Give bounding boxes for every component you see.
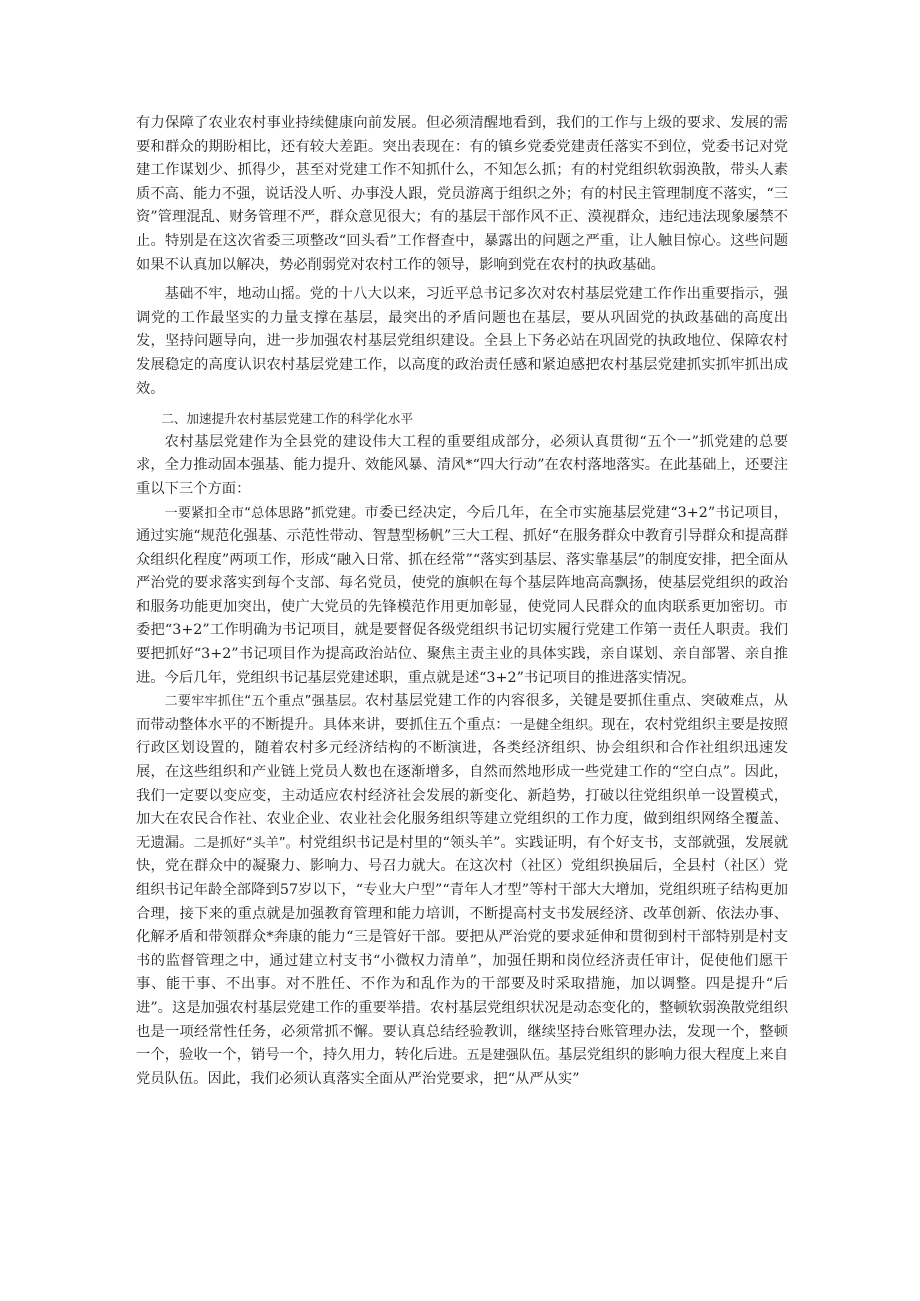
paragraph-5-body-3: 村党组织书记是村里的“领头羊”。实践证明，有个好支书，支部就强，发展就快，党在群众中的凝聚力、影响力、号召力就大。在这次村（社区）党组织换届后，全县村（社区）党组织书记年龄全部降到57岁以下，“专业大户型”“青年人才型”等村干部大大增加，党组织班子结构更加合理，接下来的重点就是加强教育管理和能力培训，不断提高村支书发展经济、改革创新、依法办事、化解矛盾和带领群众*奔康的能力“三是管好干部。要把从严治党的要求延伸和贯彻到村干部特别是村支书的监督管理之中，通过建立村支书“小微权力清单”，加强任期和岗位经济责任审计，促使他们愿干事、能干事、不出事。对不胜任、不作为和乱作为的干部要及时采取措施，加以调整。四是提升“后进”。这是加强农村基层党建工作的重要举措。农村基层党组织状况是动态变化的，整顿软弱涣散党组织也是一项经常性任务，必须常抓不懈。要认真总结经验教训，继续坚持台账管理办法，发现一个，整顿一个，验收一个，销号一个，持久用力，转化后进。 [136, 834, 788, 1064]
paragraph-3: 农村基层党建作为全县党的建设伟大工程的重要组成部分，必须认真贯彻“五个一”抓党建的总要求，全力推动固本强基、能力提升、效能风暴、清风*“四大行动”在农村落地落实。在此基础上，还要注重以下三个方面： [136, 433, 788, 497]
paragraph-5 [136, 690, 788, 1091]
paragraph-4 [136, 502, 788, 691]
paragraph-5-emphasis-2: 二是抓好“头羊”。 [193, 835, 299, 851]
document-body [136, 112, 788, 1091]
paragraph-1: 有力保障了农业农村事业持续健康向前发展。但必须清醒地看到，我们的工作与上级的要求、发展的需要和群众的期盼相比，还有较大差距。突出表现在：有的镇乡党委党建责任落实不到位，党委书记对党建工作谋划少、抓得少，甚至对党建工作不知抓什么，不知怎么抓；有的村党组织软弱涣散，带头人素质不高、能力不强，说话没人听、办事没人跟，党员游离于组织之外；有的村民主管理制度不落实，“三资”管理混乱、财务管理不严，群众意见很大；有的基层干部作风不正、漠视群众，违纪违法现象屡禁不止。特别是在这次省委三项整改“回头看”工作督查中，暴露出的问题之严重，让人触目惊心。这些问题如果不认真加以解决，势必削弱党对农村工作的领导，影响到党在农村的执政基础。 [136, 115, 788, 273]
paragraph-5-body-4: 基层党组织的影响力很大程度上来自党员队伍。因此，我们必须认真落实全面从严治党要求，把“从严从实” [136, 1047, 788, 1087]
paragraph-5-emphasis-1: 一是健全组织。 [509, 717, 602, 733]
paragraph-2: 基础不牢，地动山摇。党的十八大以来，习近平总书记多次对农村基层党建工作作出重要指示，强调党的工作最坚实的力量支撑在基层，最突出的矛盾问题也在基层，要从巩固党的执政基础的高度出发，坚持问题导向，进一步加强农村基层党组织建设。全县上下务必站在巩固党的执政地位、保障农村发展稳定的高度认识农村基层党建工作，以高度的政治责任感和紧迫感把农村基层党建抓实抓牢抓出成效。 [136, 286, 788, 397]
paragraph-5-lead: 二要牢牢抓住“五个重点”强基层。 [164, 694, 365, 710]
paragraph-5-emphasis-3: 五是建强队伍。 [466, 1048, 559, 1064]
paragraph-4-lead: 一要紧扣全市“总体思路”抓党建。 [164, 505, 365, 521]
paragraph-4-body: 市委已经决定，今后几年，在全市实施基层党建“3+2”书记项目，通过实施“规范化强基、示范性带动、智慧型杨帆”三大工程、抓好“在服务群众中教育引导群众和提高群众组织化程度”两项工作，形成“融入日常、抓在经常”“落实到基层、落实靠基层”的制度安排，把全面从严治党的要求落实到每个支部、每名党员，使党的旗帜在每个基层阵地高高飘扬，使基层党组织的政治和服务功能更加突出，使广大党员的先锋模范作用更加彰显，使党同人民群众的血肉联系更加密切。市委把“3+2”工作明确为书记项目，就是要督促各级党组织书记切实履行党建工作第一责任人职责。我们要把抓好“3+2”书记项目作为提高政治站位、聚焦主责主业的具体实践，亲自谋划、亲自部署、亲自推进。今后几年，党组织书记基层党建述职，重点就是述“3+2”书记项目的推进落实情况。 [136, 504, 788, 686]
section-heading-2: 二、加速提升农村基层党建工作的科学化水平 [161, 411, 414, 427]
paragraph-5-body-1: 农村基层党建工作的内容很多，关键是要抓住重点、突破难点，从而带动整体水平的不断提升。具体来讲，要抓住五个重点： [136, 693, 788, 733]
paragraph-5-body-2: 现在，农村党组织主要是按照行政区划设置的，随着农村多元经济结构的不断演进，各类经济组织、协会组织和合作社组织迅速发展，在这些组织和产业链上党员人数也在逐渐增多，自然而然地形成一些党建工作的“空白点”。因此，我们一定要以变应变，主动适应农村经济社会发展的新变化、新趋势，打破以往党组织单一设置模式，加大在农民合作社、农业企业、农业社会化服务组织等建立党组织的工作力度，做到组织网络全覆盖、无遗漏。 [136, 716, 788, 851]
